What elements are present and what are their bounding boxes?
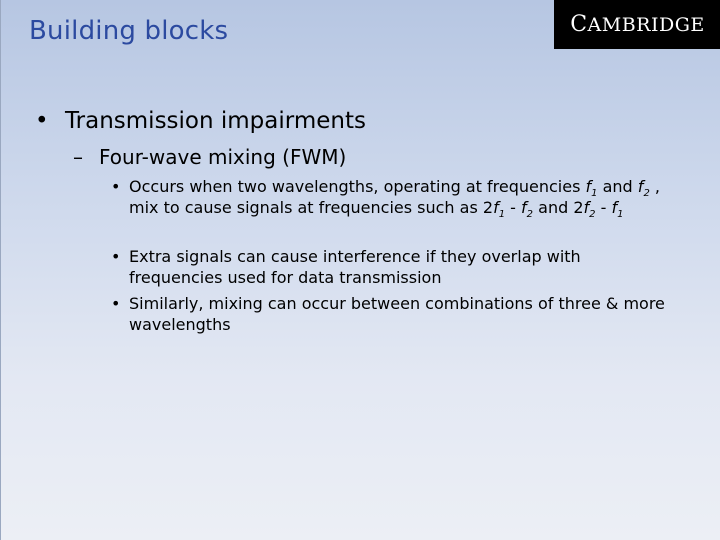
text-run: , mix to cause signals at frequencies such as 2 xyxy=(129,177,660,217)
frequency-symbol: f xyxy=(583,198,590,217)
subscript: 2 xyxy=(643,188,650,200)
text-run: Occurs when two wavelengths, operating at frequencies xyxy=(129,177,586,196)
text-run: - xyxy=(505,198,522,217)
bullet-dot-icon: • xyxy=(111,294,121,313)
sub-bullet-3-text: Similarly, mixing can occur between combinations of three & more wavelengths xyxy=(129,294,665,334)
sub-bullet-1 xyxy=(111,176,671,221)
cambridge-logo: C AMBRIDGE xyxy=(554,0,720,49)
slide-title: Building blocks xyxy=(29,16,229,46)
sub-bullet-2 xyxy=(111,246,671,288)
subscript: 1 xyxy=(617,209,624,221)
subscript: 1 xyxy=(498,209,506,221)
frequency-symbol: f xyxy=(493,198,499,217)
text-run: - xyxy=(595,198,612,217)
bullet-level2-text: Four-wave mixing (FWM) xyxy=(99,145,347,169)
frequency-symbol: f xyxy=(585,177,592,196)
bullet-dot-icon: • xyxy=(35,108,49,134)
frequency-symbol: f xyxy=(637,177,644,196)
subscript: 2 xyxy=(526,209,534,221)
bullet-level1-text: Transmission impairments xyxy=(65,108,366,134)
sub-bullet-1-text xyxy=(129,176,671,221)
text-run: and 2 xyxy=(533,198,584,217)
frequency-symbol: f xyxy=(611,198,618,217)
frequency-symbol: f xyxy=(521,198,527,217)
bullet-level1 xyxy=(35,108,366,134)
subscript: 1 xyxy=(591,188,598,200)
bullet-level2 xyxy=(73,145,346,169)
dash-icon: – xyxy=(73,145,83,169)
text-run: and xyxy=(597,177,638,196)
subscript: 2 xyxy=(589,209,596,221)
sub-bullet-2-text: Extra signals can cause interference if they overlap with frequencies used for data transmission xyxy=(129,247,581,287)
bullet-dot-icon: • xyxy=(111,177,121,196)
bullet-dot-icon: • xyxy=(111,247,121,266)
sub-bullet-3 xyxy=(111,293,671,335)
